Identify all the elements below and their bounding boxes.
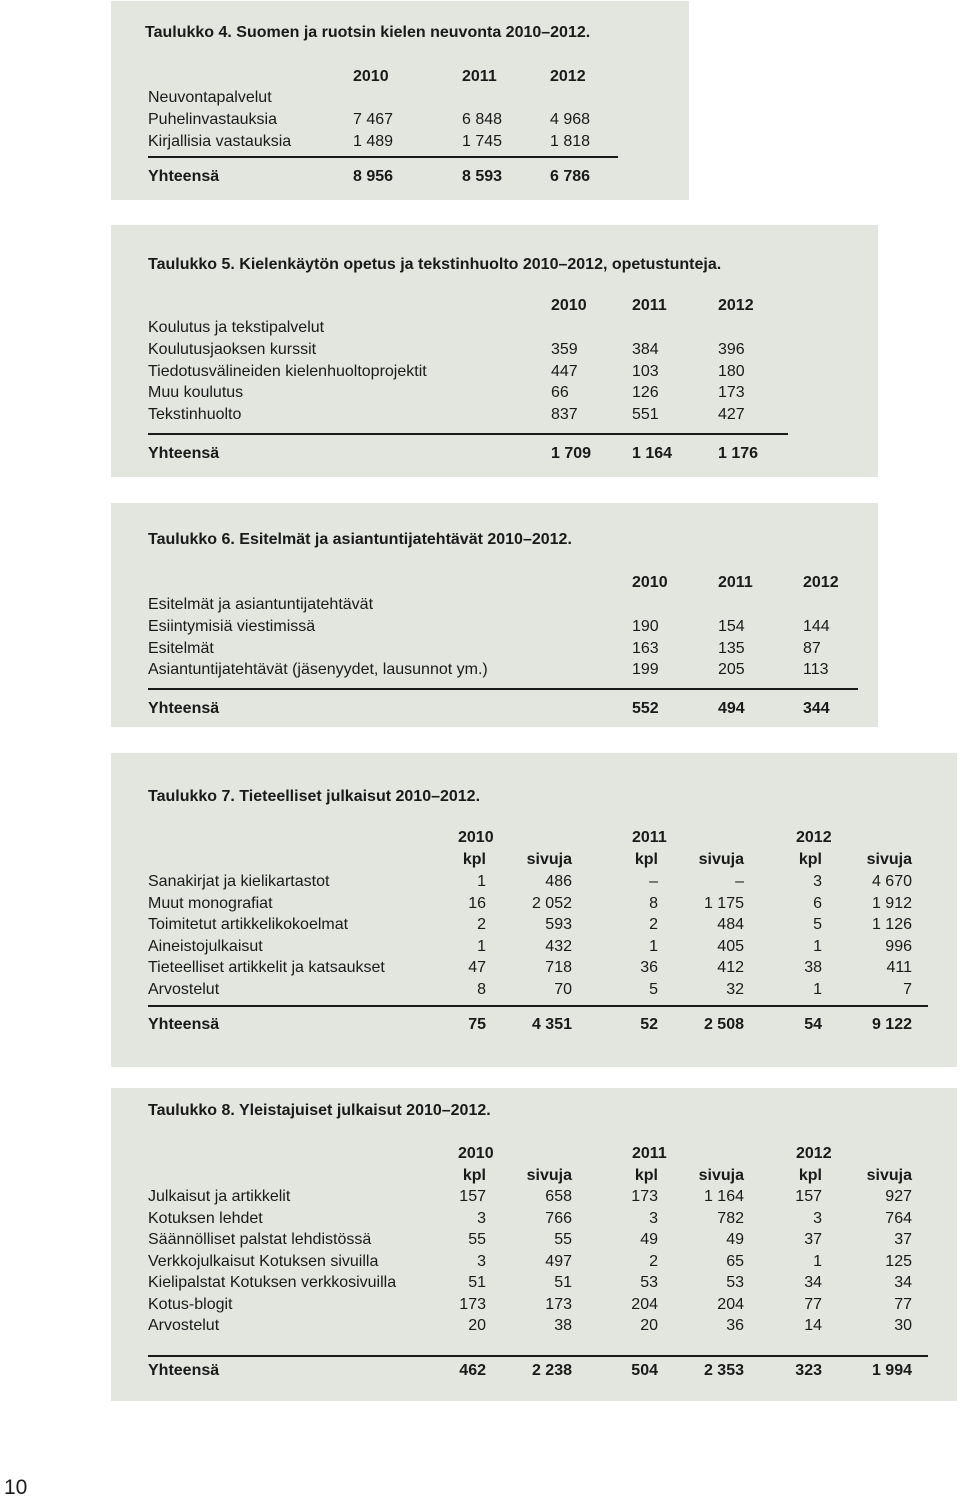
table-cell: –	[735, 873, 744, 890]
total-cell: 2 353	[703, 1362, 744, 1379]
table-cell: 157	[459, 1188, 486, 1205]
total-cell: 54	[804, 1016, 822, 1033]
year-header: 2012	[718, 297, 754, 314]
table-cell: 497	[545, 1252, 572, 1270]
year-header: 2011	[462, 68, 497, 85]
row-label: Esitelmät	[148, 639, 214, 657]
table-cell: 20	[640, 1317, 658, 1334]
table-cell: 427	[718, 405, 745, 423]
sub-header: sivuja	[526, 1167, 572, 1184]
table-cell: 405	[717, 937, 744, 955]
row-label: Toimitetut artikkelikokoelmat	[148, 916, 349, 933]
table-cell: 2	[649, 916, 658, 933]
table-title: Taulukko 5. Kielenkäytön opetus ja tekstinhuolto 2010–2012, opetustunteja.	[148, 256, 722, 273]
table-cell: 36	[726, 1317, 744, 1334]
table-cell: 16	[468, 894, 486, 912]
total-rule	[148, 1355, 928, 1357]
section-label: Esitelmät ja asiantuntijatehtävät	[148, 596, 374, 613]
table-cell: 766	[545, 1209, 572, 1227]
table-cell: 1	[813, 937, 822, 955]
row-label: Puhelinvastauksia	[148, 111, 277, 128]
table-cell: 1 912	[871, 894, 912, 912]
total-rule	[148, 433, 788, 435]
table-cell: 126	[632, 384, 659, 401]
row-label: Tekstinhuolto	[148, 405, 242, 423]
total-cell: 8 593	[462, 168, 503, 185]
table-cell: 412	[717, 959, 744, 976]
table-cell: 173	[459, 1295, 486, 1313]
table-cell: 1 175	[703, 894, 744, 912]
table-cell: 157	[795, 1188, 822, 1205]
table-cell: 1	[477, 873, 486, 890]
table-cell: 34	[894, 1274, 912, 1291]
total-cell: 9 122	[871, 1016, 912, 1033]
table-title: Taulukko 7. Tieteelliset julkaisut 2010–2012.	[148, 788, 481, 805]
total-cell: 75	[468, 1016, 486, 1033]
table-cell: 49	[640, 1231, 658, 1248]
year-header: 2012	[803, 574, 839, 591]
table-cell: 484	[717, 916, 744, 933]
year-header: 2010	[458, 829, 494, 846]
table-cell: 55	[554, 1231, 572, 1248]
row-label: Kirjallisia vastauksia	[148, 132, 292, 150]
table-cell: 204	[717, 1295, 744, 1313]
table-cell: –	[649, 873, 658, 890]
table-cell: 34	[804, 1274, 822, 1291]
row-label: Kotus-blogit	[148, 1295, 233, 1313]
table-title: Taulukko 6. Esitelmät ja asiantuntijatehtävät 2010–2012.	[148, 531, 572, 548]
table-cell: 154	[718, 618, 745, 635]
table-cell: 432	[545, 937, 572, 955]
table-cell: 144	[803, 618, 830, 635]
row-label: Esiintymisiä viestimissä	[148, 618, 316, 635]
total-cell: 1 164	[632, 445, 673, 462]
table-cell: 51	[468, 1274, 486, 1291]
table-cell: 3	[813, 873, 822, 890]
sub-header: sivuja	[866, 851, 912, 868]
total-label: Yhteensä	[148, 168, 220, 185]
table-cell: 2	[477, 916, 486, 933]
sub-header: kpl	[634, 1167, 658, 1184]
table-cell: 447	[551, 362, 578, 380]
table-cell: 2 052	[531, 894, 572, 912]
table-cell: 3	[813, 1209, 822, 1227]
table-cell: 113	[803, 661, 829, 678]
table-cell: 384	[632, 341, 659, 358]
table-cell: 37	[894, 1231, 912, 1248]
total-cell: 344	[803, 700, 830, 717]
total-cell: 1 709	[551, 445, 592, 462]
table-cell: 30	[894, 1317, 912, 1334]
table-cell: 190	[632, 618, 659, 635]
row-label: Kielipalstat Kotuksen verkkosivuilla	[148, 1274, 397, 1291]
table-cell: 6	[813, 894, 822, 912]
table-cell: 1 126	[871, 916, 912, 933]
row-label: Arvostelut	[148, 980, 220, 998]
total-cell: 494	[718, 700, 745, 717]
year-header: 2010	[353, 68, 389, 85]
table-cell: 180	[718, 362, 745, 380]
table-cell: 53	[640, 1274, 658, 1291]
year-header: 2011	[632, 829, 667, 846]
table-cell: 204	[631, 1295, 658, 1313]
table-cell: 205	[718, 661, 745, 678]
table-cell: 66	[551, 384, 569, 401]
table-cell: 51	[554, 1274, 572, 1291]
total-cell: 8 956	[353, 168, 394, 185]
table-cell: 5	[649, 980, 658, 998]
row-label: Muu koulutus	[148, 384, 244, 401]
year-header: 2011	[632, 1145, 667, 1162]
table-cell: 173	[631, 1188, 658, 1205]
sub-header: kpl	[798, 851, 822, 868]
table-cell: 5	[813, 916, 822, 933]
sub-header: sivuja	[698, 1167, 744, 1184]
table-cell: 32	[726, 980, 744, 998]
table-cell: 70	[554, 980, 572, 998]
table-cell: 38	[804, 959, 822, 976]
row-label: Asiantuntijatehtävät (jäsenyydet, lausunnot ym.)	[148, 661, 488, 678]
table-cell: 396	[718, 341, 745, 358]
year-header: 2011	[632, 297, 667, 314]
table-cell: 3	[477, 1252, 486, 1270]
year-header: 2010	[632, 574, 668, 591]
table-cell: 3	[477, 1209, 486, 1227]
sub-header: sivuja	[698, 851, 744, 868]
total-cell: 504	[631, 1362, 658, 1379]
year-header: 2012	[550, 68, 586, 85]
table-cell: 1 818	[550, 132, 591, 150]
table-cell: 658	[545, 1188, 572, 1205]
table-cell: 1	[813, 1252, 822, 1270]
table-cell: 8	[649, 894, 658, 912]
table-cell: 764	[885, 1209, 912, 1227]
table-cell: 55	[468, 1231, 486, 1248]
year-header: 2010	[458, 1145, 494, 1162]
table-cell: 103	[632, 362, 659, 380]
section-label: Neuvontapalvelut	[148, 89, 272, 106]
table-cell: 163	[632, 639, 659, 657]
table-cell: 135	[718, 639, 745, 657]
table-cell: 49	[726, 1231, 744, 1248]
table-cell: 996	[885, 937, 912, 955]
total-cell: 552	[632, 700, 659, 717]
table-cell: 53	[726, 1274, 744, 1291]
year-header: 2012	[796, 1145, 832, 1162]
table-cell: 837	[551, 405, 578, 423]
page-number: 10	[4, 1476, 28, 1499]
total-label: Yhteensä	[148, 445, 220, 462]
table-cell: 87	[803, 639, 821, 657]
total-rule	[148, 688, 858, 690]
row-label: Koulutusjaoksen kurssit	[148, 341, 317, 358]
total-rule	[148, 1005, 928, 1007]
row-label: Kotuksen lehdet	[148, 1209, 263, 1227]
total-cell: 6 786	[550, 168, 591, 185]
table-cell: 3	[649, 1209, 658, 1227]
table-cell: 1	[477, 937, 486, 955]
table-cell: 551	[632, 405, 659, 423]
table-cell: 411	[886, 959, 912, 976]
total-cell: 462	[459, 1362, 486, 1379]
table-cell: 4 670	[871, 873, 912, 890]
total-cell: 2 238	[531, 1362, 572, 1379]
table-cell: 2	[649, 1252, 658, 1270]
row-label: Säännölliset palstat lehdistössä	[148, 1231, 372, 1248]
total-cell: 1 176	[718, 445, 759, 462]
table-cell: 1 164	[703, 1188, 744, 1205]
sub-header: kpl	[462, 1167, 486, 1184]
table-cell: 199	[632, 661, 659, 678]
table-cell: 38	[554, 1317, 572, 1334]
table-cell: 37	[804, 1231, 822, 1248]
total-label: Yhteensä	[148, 1362, 220, 1379]
table-cell: 782	[717, 1209, 744, 1227]
table-cell: 4 968	[550, 111, 591, 128]
table-cell: 718	[545, 959, 572, 976]
table-cell: 77	[804, 1295, 822, 1313]
table-cell: 47	[468, 959, 486, 976]
section-label: Koulutus ja tekstipalvelut	[148, 319, 325, 336]
row-label: Tieteelliset artikkelit ja katsaukset	[148, 959, 385, 976]
row-label: Muut monografiat	[148, 894, 273, 912]
row-label: Aineistojulkaisut	[148, 937, 263, 955]
table-cell: 927	[885, 1188, 912, 1205]
row-label: Tiedotusvälineiden kielenhuoltoprojektit	[148, 362, 427, 380]
table-cell: 1 745	[462, 132, 503, 150]
table-cell: 486	[545, 873, 572, 890]
total-cell: 323	[795, 1362, 822, 1379]
table-cell: 36	[640, 959, 658, 976]
table-cell: 125	[885, 1252, 912, 1270]
sub-header: sivuja	[866, 1167, 912, 1184]
total-label: Yhteensä	[148, 1016, 220, 1033]
row-label: Verkkojulkaisut Kotuksen sivuilla	[148, 1252, 379, 1270]
table-cell: 6 848	[462, 111, 503, 128]
sub-header: sivuja	[526, 851, 572, 868]
table-cell: 173	[545, 1295, 572, 1313]
row-label: Arvostelut	[148, 1317, 220, 1334]
table-cell: 65	[726, 1252, 744, 1270]
total-cell: 52	[640, 1016, 658, 1033]
total-cell: 2 508	[703, 1016, 744, 1033]
sub-header: kpl	[462, 851, 486, 868]
table-cell: 7	[903, 980, 912, 998]
total-cell: 4 351	[531, 1016, 572, 1033]
table-cell: 14	[804, 1317, 822, 1334]
table-cell: 8	[477, 980, 486, 998]
table-cell: 20	[468, 1317, 486, 1334]
total-cell: 1 994	[871, 1362, 912, 1379]
table-cell: 593	[545, 916, 572, 933]
table-cell: 1	[813, 980, 822, 998]
table-cell: 77	[894, 1295, 912, 1313]
total-label: Yhteensä	[148, 700, 220, 717]
sub-header: kpl	[798, 1167, 822, 1184]
year-header: 2011	[718, 574, 753, 591]
table-title: Taulukko 4. Suomen ja ruotsin kielen neuvonta 2010–2012.	[145, 24, 591, 41]
table-title: Taulukko 8. Yleistajuiset julkaisut 2010–2012.	[148, 1102, 491, 1119]
row-label: Sanakirjat ja kielikartastot	[148, 873, 330, 890]
year-header: 2010	[551, 297, 587, 314]
table-cell: 1 489	[353, 132, 394, 150]
table-cell: 7 467	[353, 111, 394, 128]
sub-header: kpl	[634, 851, 658, 868]
year-header: 2012	[796, 829, 832, 846]
table-cell: 173	[718, 384, 745, 401]
table-cell: 359	[551, 341, 578, 358]
row-label: Julkaisut ja artikkelit	[148, 1188, 291, 1205]
total-rule	[148, 156, 618, 158]
table-cell: 1	[649, 937, 658, 955]
